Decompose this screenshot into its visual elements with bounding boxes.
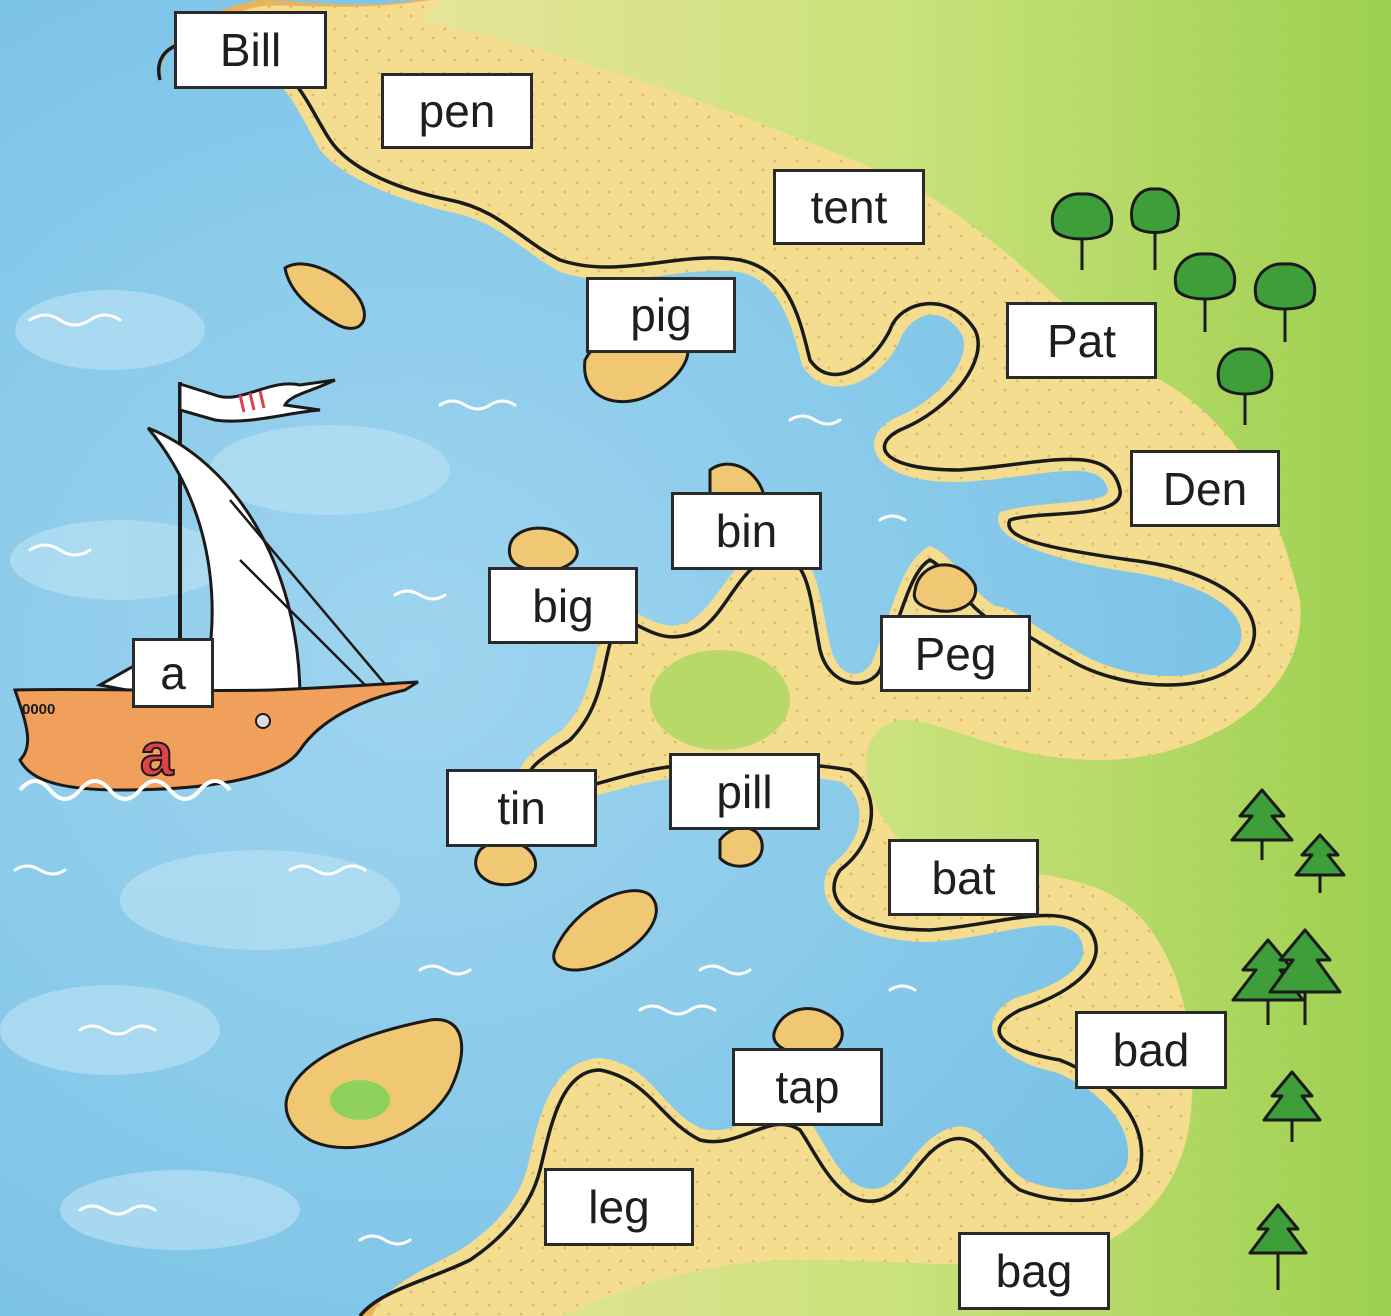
word-label-bag[interactable]: bag xyxy=(958,1232,1110,1310)
word-label-peg[interactable]: Peg xyxy=(880,615,1031,692)
word-label-tent[interactable]: tent xyxy=(773,169,925,245)
word-label-a[interactable]: a xyxy=(132,638,214,708)
grass-patch xyxy=(650,650,790,750)
word-label-bin[interactable]: bin xyxy=(671,492,822,570)
word-label-bill[interactable]: Bill xyxy=(174,11,327,89)
boat-porthole xyxy=(256,714,270,728)
word-label-pen[interactable]: pen xyxy=(381,73,533,149)
word-label-tap[interactable]: tap xyxy=(732,1048,883,1126)
island-pill xyxy=(720,828,762,867)
word-label-leg[interactable]: leg xyxy=(544,1168,694,1246)
boat-hull-letter: a xyxy=(140,721,174,788)
word-label-bat[interactable]: bat xyxy=(888,839,1039,916)
island-grass-patch xyxy=(330,1080,390,1120)
word-label-bad[interactable]: bad xyxy=(1075,1011,1227,1089)
boat-portholes: 0000 xyxy=(22,701,56,718)
word-label-den[interactable]: Den xyxy=(1130,450,1280,527)
word-label-big[interactable]: big xyxy=(488,567,638,644)
word-label-pat[interactable]: Pat xyxy=(1006,302,1157,379)
island-peg xyxy=(914,565,975,611)
word-label-pig[interactable]: pig xyxy=(586,277,736,353)
island-tin xyxy=(476,841,536,884)
word-label-pill[interactable]: pill xyxy=(669,753,820,830)
word-label-tin[interactable]: tin xyxy=(446,769,597,847)
